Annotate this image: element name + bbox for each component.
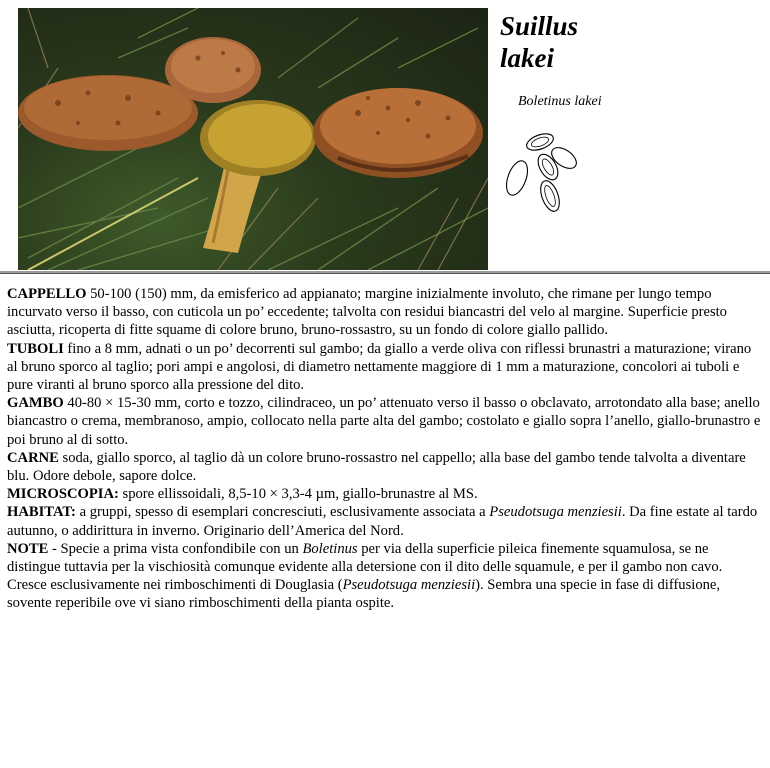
note-text-2: per via della superficie pileica finemente squamulosa, se ne distingue tuttavia per la vischiosità comunque evidente alla detersione con il dito delle squamule, e per il gambo non cavo. Cresce esclusivamente nei rimboschimenti di Douglasia (	[7, 540, 723, 594]
gambo-label: GAMBO	[7, 395, 64, 412]
habitat-label: HABITAT:	[7, 504, 76, 521]
microscopia-text: spore ellissoidali, 8,5-10 × 3,3-4 µm, giallo-brunastre al MS.	[118, 486, 478, 503]
note-genus-boletinus: Boletinus	[302, 540, 358, 557]
species-title	[500, 10, 578, 74]
microscopia-paragraph	[7, 485, 765, 503]
habitat-text-before: a gruppi, spesso di esemplari concresciuti, esclusivamente associata a	[75, 504, 490, 521]
tuboli-label: TUBOLI	[7, 340, 64, 357]
mushroom-photo	[18, 8, 488, 270]
carne-text: soda, giallo sporco, al taglio dà un colore bruno-rossastro nel cappello; alla base del gambo tende talvolta a diventare blu. Odore debole, sapore dolce.	[7, 449, 746, 485]
gambo-text: 40-80 × 15-30 mm, corto e tozzo, cilindraceo, un po’ attenuato verso il basso o obclavato, arrotondato alla base; anello biancastro o crema, membranoso, ampio, collocato nella parte alta del gambo; costolato e giallo sopra l’anello, giallo-brunastro e poi bruno al di sotto.	[7, 395, 761, 448]
note-host-species: Pseudotsuga menziesii	[342, 577, 476, 594]
habitat-host-species: Pseudotsuga menziesii	[489, 504, 622, 521]
cappello-paragraph	[7, 285, 765, 340]
habitat-text-after: . Da fine estate al tardo autunno, o addirittura in inverno. Originario dell’America del Nord.	[7, 504, 758, 539]
genus-name: Suillus	[500, 11, 579, 41]
tuboli-paragraph	[7, 340, 765, 395]
note-label: NOTE	[7, 540, 49, 557]
cappello-text: 50-100 (150) mm, da emisferico ad appianato; margine inizialmente involuto, che rimane per lungo tempo incurvato verso il basso, con cuticola un po’ eccedente; talvolta con residui biancastri del velo al margine. Superficie presto asciutta, ricoperta di fitte squame di colore bruno, bruno-rossastro, su un fondo di colore giallo pallido.	[7, 286, 727, 339]
note-text-3: ). Sembra una specie in fase di diffusione, sovente reperibile ove vi siano rimboschimenti della pianta ospite.	[7, 577, 721, 612]
section-divider	[0, 271, 770, 274]
species-epithet: lakei	[500, 43, 554, 73]
spore-drawing	[500, 130, 582, 216]
note-text-1: - Specie a prima vista confondibile con un	[48, 540, 303, 557]
mushroom-illustration	[18, 8, 488, 270]
description-body	[7, 285, 765, 613]
carne-paragraph	[7, 449, 765, 485]
carne-label: CARNE	[7, 449, 59, 466]
microscopia-label: MICROSCOPIA:	[7, 486, 119, 503]
synonym-label: Boletinus lakei	[518, 94, 602, 109]
habitat-paragraph	[7, 503, 765, 539]
note-paragraph	[7, 540, 765, 613]
cappello-label: CAPPELLO	[7, 286, 87, 302]
tuboli-text: fino a 8 mm, adnati o un po’ decorrenti sul gambo; da giallo a verde oliva con riflessi brunastri a maturazione; virano al bruno sporco al taglio; pori ampi e angolosi, di diametro nettamente maggiore di 1 mm a maturazione, concolori ai tuboli e pure viranti al bruno sporco alla pressione del dito.	[7, 340, 752, 394]
gambo-paragraph	[7, 394, 765, 449]
